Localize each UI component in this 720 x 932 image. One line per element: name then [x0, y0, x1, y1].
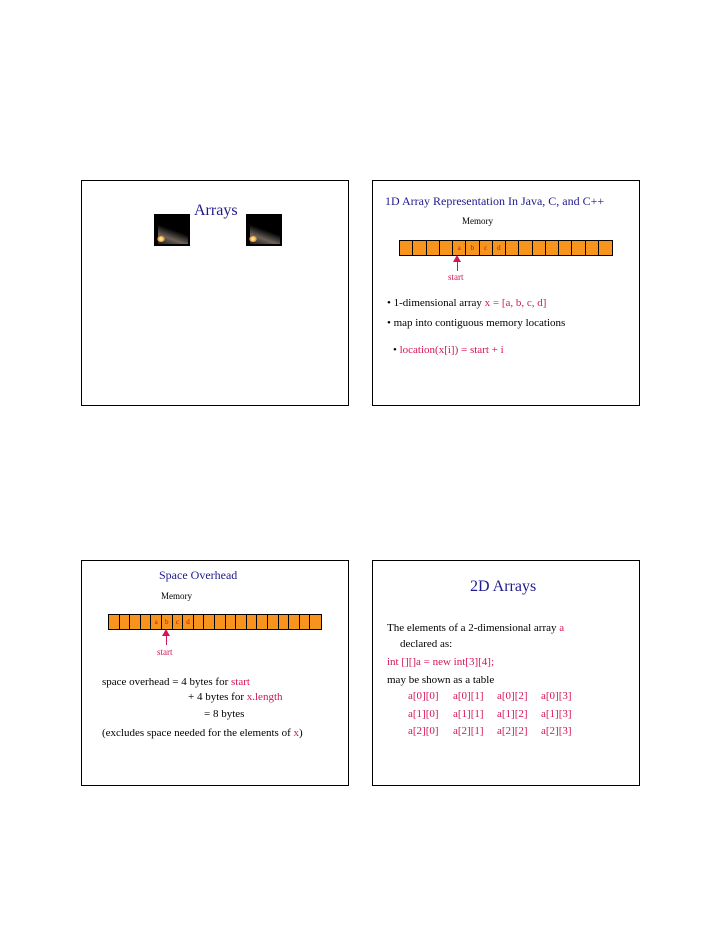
memory-cell [141, 615, 152, 629]
table-cell: a[1][0] [408, 708, 439, 720]
table-cell: a[0][2] [497, 690, 528, 702]
memory-cell [236, 615, 247, 629]
table-cell: a[0][3] [541, 690, 572, 702]
memory-cell: b [466, 241, 479, 255]
memory-cell: a [151, 615, 162, 629]
pointer-label: start [157, 647, 173, 657]
memory-cell [289, 615, 300, 629]
spotlight-icon [154, 214, 190, 246]
memory-cell [120, 615, 131, 629]
overhead-note: (excludes space needed for the elements of x) [102, 727, 303, 739]
table-cell: a[2][1] [453, 725, 484, 737]
memory-cell [519, 241, 532, 255]
slide-title: 1D Array Representation In Java, C, and C++ [385, 194, 605, 208]
memory-cell: b [162, 615, 173, 629]
memory-cell: d [183, 615, 194, 629]
memory-cell [204, 615, 215, 629]
slide-space-overhead [81, 560, 349, 786]
memory-cell: a [453, 241, 466, 255]
memory-cell [257, 615, 268, 629]
memory-cell: d [493, 241, 506, 255]
overhead-line: space overhead = 4 bytes for start [102, 676, 250, 688]
slide-1d-array [372, 180, 640, 406]
memory-cell [130, 615, 141, 629]
table-intro: may be shown as a table [387, 674, 495, 686]
memory-cell [506, 241, 519, 255]
spotlight-icon [246, 214, 282, 246]
slide-title: Space Overhead [159, 568, 238, 582]
overhead-line: + 4 bytes for x.length [188, 691, 283, 703]
memory-cell [268, 615, 279, 629]
memory-cell [559, 241, 572, 255]
memory-cell [400, 241, 413, 255]
table-cell: a[2][2] [497, 725, 528, 737]
table-cell: a[0][1] [453, 690, 484, 702]
overhead-total: = 8 bytes [204, 708, 245, 720]
memory-cell [546, 241, 559, 255]
table-cell: a[1][3] [541, 708, 572, 720]
bullet-item: • map into contiguous memory locations [387, 317, 566, 329]
memory-cell [226, 615, 237, 629]
table-cell: a[0][0] [408, 690, 439, 702]
memory-cell [194, 615, 205, 629]
memory-strip [399, 240, 613, 256]
memory-cell: c [173, 615, 184, 629]
memory-strip [108, 614, 322, 630]
bullet-item: • 1-dimensional array x = [a, b, c, d] [387, 297, 547, 309]
table-cell: a[1][1] [453, 708, 484, 720]
declaration: int [][]a = new int[3][4]; [387, 656, 494, 668]
memory-label: Memory [462, 216, 493, 226]
slide-arrays [81, 180, 349, 406]
slide-title: Arrays [194, 202, 238, 219]
memory-cell [599, 241, 612, 255]
memory-cell [310, 615, 321, 629]
formula: • location(x[i]) = start + i [393, 344, 504, 356]
memory-cell [413, 241, 426, 255]
table-cell: a[1][2] [497, 708, 528, 720]
memory-cell [300, 615, 311, 629]
table-cell: a[2][3] [541, 725, 572, 737]
memory-cell [572, 241, 585, 255]
memory-cell [533, 241, 546, 255]
memory-cell [440, 241, 453, 255]
slide-2d-arrays [372, 560, 640, 786]
memory-cell [427, 241, 440, 255]
memory-cell: c [480, 241, 493, 255]
table-cell: a[2][0] [408, 725, 439, 737]
intro-text: declared as: [400, 638, 453, 650]
memory-label: Memory [161, 591, 192, 601]
memory-cell [279, 615, 290, 629]
memory-cell [247, 615, 258, 629]
slide-title: 2D Arrays [470, 578, 537, 595]
pointer-label: start [448, 272, 464, 282]
intro-text: The elements of a 2-dimensional array a [387, 622, 565, 634]
memory-cell [109, 615, 120, 629]
memory-cell [586, 241, 599, 255]
memory-cell [215, 615, 226, 629]
